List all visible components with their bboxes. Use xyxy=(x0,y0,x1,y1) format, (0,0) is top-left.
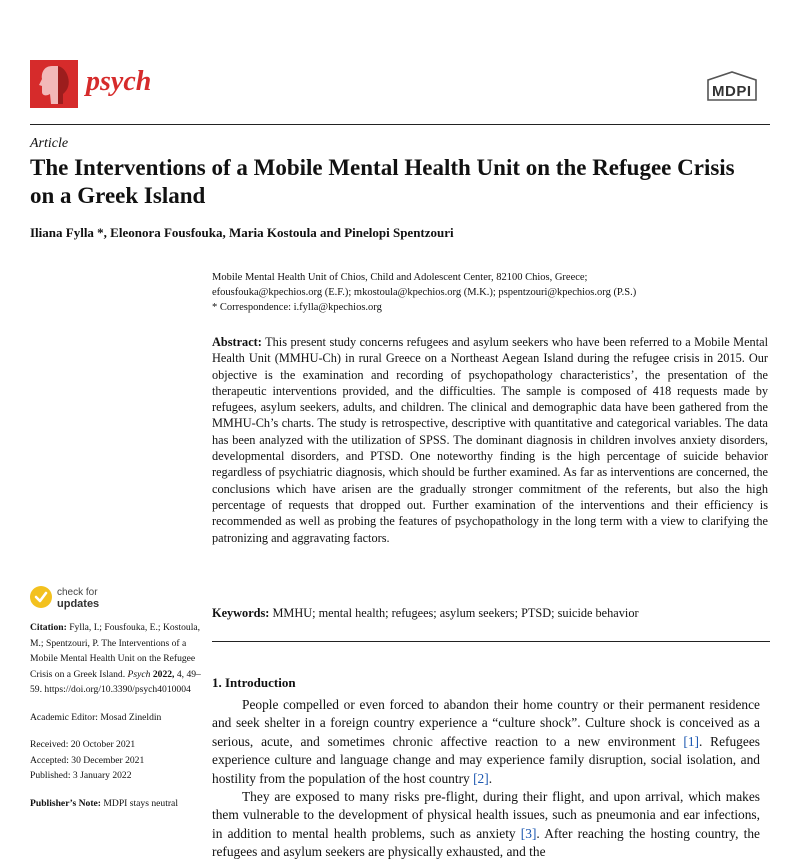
article-type: Article xyxy=(30,136,69,151)
abstract-divider xyxy=(212,641,770,642)
intro-text: People compelled or even forced to abandon their home country or their permanent residence and seek shelter in a foreign country experience a “culture shock”. Culture shock is conceived as a serious, acute, and sometimes chronic affective reaction to a new environment xyxy=(212,697,760,749)
journal-name: psych xyxy=(86,66,152,97)
journal-logo-icon xyxy=(30,60,78,108)
publisher-note-text: MDPI stays neutral xyxy=(103,797,178,809)
keywords-text: MMHU; mental health; refugees; asylum seekers; PTSD; suicide behavior xyxy=(272,606,639,620)
intro-paragraph-1 xyxy=(212,696,760,788)
abstract-text: This present study concerns refugees and asylum seekers who have been referred to a Mobile Mental Health Unit (MMHU-Ch) in rural Greece on a Northeast Aegean Island during the refugee crisis in 2015. Our objective is the examination and recording of psychopathology characteristics’, the presentation of the therapeutic interventions provided, and the difficulties. The sample is composed of 418 requests made by refugees, asylum seekers, adults, and children. The clinical and demographic data have been gathered from the MMHU-Ch’s charts. The study is retrospective, descriptive with quantitative and categorical variables. The data has been analyzed with the utilization of SPSS. The dominant diagnosis in children involves anxiety disorders, developmental disorders, and PTSD. One noteworthy finding is the high percentage of suicide behavior regardless of psychiatric diagnosis, which should be further examined. As far as interventions are concerned, the conclusions which have arisen are the gradually stronger commitment of the referents, but also the high percentage of requests that dropped out. Further examination of the interventions and their efficiency is recommended as well as probing the features of psychopathology in the long term with a view to clarifying the patronizing and aggravating factors. xyxy=(212,335,768,545)
intro-text: . After reaching the hosting country, the refugees and asylum seekers are physically exhausted, and the xyxy=(212,825,760,860)
citation-label: Citation: xyxy=(30,622,67,633)
citation-volume: 4, 49–59. xyxy=(30,668,201,695)
introduction-body xyxy=(212,696,760,862)
page-header xyxy=(30,60,770,116)
intro-text: . xyxy=(488,770,493,786)
sidebar xyxy=(30,584,202,811)
accepted-date: Accepted: 30 December 2021 xyxy=(30,754,145,766)
check-updates-bottom: updates xyxy=(57,598,100,610)
author-emails: efousfouka@kpechios.org (E.F.); mkostoula@kpechios.org (M.K.); pspentzouri@kpechios.org (P.S.) xyxy=(212,287,637,298)
intro-text: They are exposed to many risks pre-flight, during their flight, and upon arrival, which makes them vulnerable to the development of physical health issues, such as pneumonia and ear infections, in addition to mental health problems, such as anxiety xyxy=(212,789,760,841)
abstract xyxy=(212,334,768,546)
publisher-note-label: Publisher’s Note: xyxy=(30,797,101,809)
publisher-name: MDPI xyxy=(712,83,752,100)
keywords xyxy=(212,605,768,621)
check-updates-icon xyxy=(30,586,52,608)
received-date: Received: 20 October 2021 xyxy=(30,739,136,750)
citation-link[interactable]: [3] xyxy=(520,825,537,841)
correspondence: * Correspondence: i.fylla@kpechios.org xyxy=(212,302,382,313)
affiliation-block xyxy=(212,270,772,315)
citation-text: Fylla, I.; Fousfouka, E.; Kostoula, M.; Spentzouri, P. The Interventions of a Mobile Mental Health Unit on the Refugee Crisis on a Greek Island. xyxy=(30,622,201,680)
mdpi-logo xyxy=(704,70,760,104)
citation-link[interactable]: [1] xyxy=(683,733,700,749)
citation-doi-link[interactable]: https://doi.org/10.3390/psych4010004 xyxy=(44,684,191,695)
check-updates-top: check for xyxy=(57,587,98,598)
article-title: The Interventions of a Mobile Mental Health Unit on the Refugee Crisis on a Greek Island xyxy=(30,155,735,208)
citation-link[interactable]: [2] xyxy=(473,770,489,786)
keywords-label: Keywords: xyxy=(212,606,270,620)
author-list: Iliana Fylla *, Eleonora Fousfouka, Maria Kostoula and Pinelopi Spentzouri xyxy=(30,225,454,240)
published-date: Published: 3 January 2022 xyxy=(30,770,132,781)
abstract-label: Abstract: xyxy=(212,335,262,349)
citation xyxy=(30,620,202,698)
check-for-updates-button[interactable] xyxy=(30,584,202,614)
intro-text: . Refugees experience culture and language change and may experience family disruption, social isolation, and hostility from the population of the host country xyxy=(212,733,760,786)
affiliation-line: Mobile Mental Health Unit of Chios, Child and Adolescent Center, 82100 Chios, Greece; xyxy=(212,272,588,283)
section-heading: 1. Introduction xyxy=(212,675,296,690)
academic-editor: Academic Editor: Mosad Zineldin xyxy=(30,711,162,723)
intro-paragraph-2 xyxy=(212,788,760,862)
citation-journal: Psych xyxy=(127,668,151,680)
publisher-note xyxy=(30,796,202,812)
header-divider xyxy=(30,124,770,125)
citation-year: 2022, xyxy=(152,668,175,680)
